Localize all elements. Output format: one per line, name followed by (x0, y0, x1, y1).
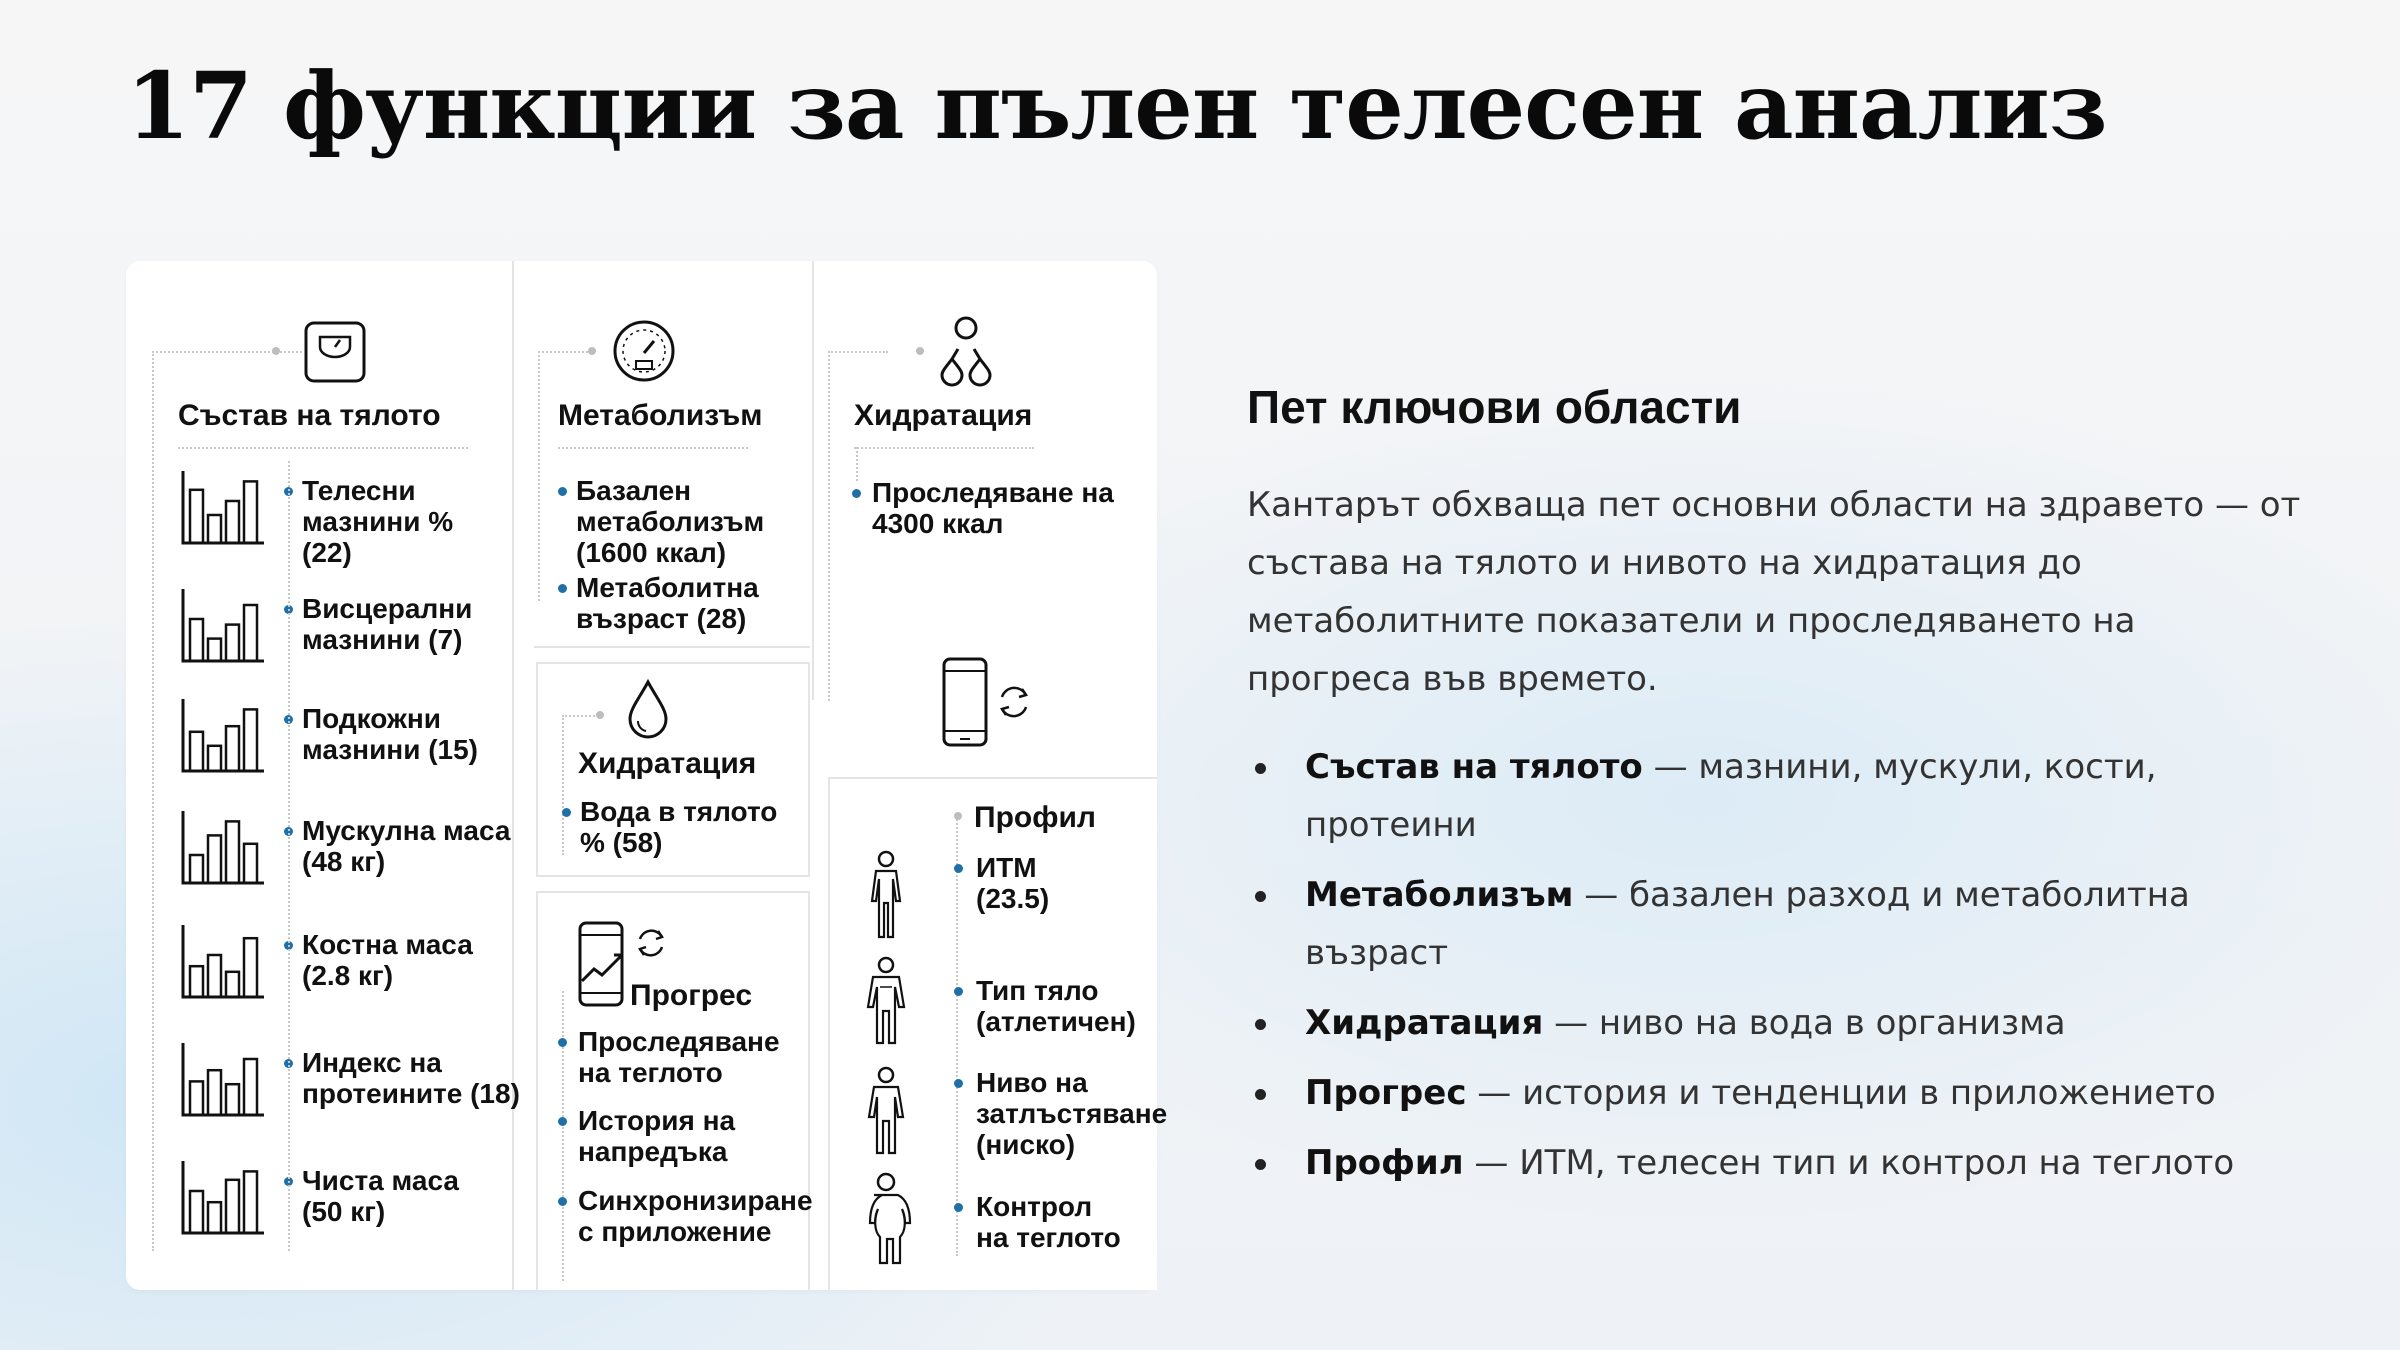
composition-item: Костна маса (2.8 кг) (302, 929, 473, 991)
summary-paragraph: Кантарът обхваща пет основни области на здравето — от състава на тялото и нивото на хидратация до метаболитните показатели и проследяването на прогреса във времето. (1247, 485, 2301, 699)
person-drops-icon (938, 315, 994, 385)
composition-item: Мускулна маса (48 кг) (302, 815, 511, 877)
metabolism-item: Метаболитна възраст (28) (576, 572, 759, 634)
summary-bullet: Профил — ИТМ, телесен тип и контрол на теглото (1247, 1134, 2327, 1192)
summary-heading: Пет ключови области (1247, 381, 1742, 433)
bar-chart-icon (180, 1159, 266, 1237)
composition-item: Телесни мазнини % (22) (302, 475, 454, 568)
bar-chart-icon (180, 809, 266, 887)
profile-item: ИТМ (23.5) (976, 852, 1050, 914)
summary-bullets (1247, 738, 2327, 1204)
person-heavy-icon (862, 1173, 910, 1267)
profile-item: Тип тяло (атлетичен) (976, 975, 1136, 1037)
profile-item: Контрол на теглото (976, 1191, 1121, 1253)
summary-bullet: Метаболизъм — базален разход и метаболитна възраст (1247, 866, 2327, 982)
phone-sync-icon (942, 657, 1038, 749)
water-drop-icon (626, 679, 670, 739)
features-infographic (126, 261, 1168, 1290)
progress-heading: Прогрес (630, 979, 753, 1012)
hydration-top-heading: Хидратация (854, 399, 1033, 432)
composition-item: Индекс на протеините (18) (302, 1047, 520, 1109)
summary-bullet: Хидратация — ниво на вода в организма (1247, 994, 2327, 1052)
bar-chart-icon (180, 1041, 266, 1119)
composition-item: Чиста маса (50 кг) (302, 1165, 459, 1227)
column-divider (512, 261, 514, 1290)
bar-chart-icon (180, 923, 266, 1001)
profile-heading: Профил (974, 801, 1096, 834)
progress-item: Синхронизиране с приложение (578, 1185, 813, 1247)
gauge-icon (612, 319, 676, 383)
composition-item: Подкожни мазнини (15) (302, 703, 478, 765)
progress-item: Проследяване на теглото (578, 1026, 780, 1088)
hydration-top-item: Проследяване на 4300 ккал (872, 477, 1114, 539)
metabolism-item: Базален метаболизъм (1600 ккал) (576, 475, 765, 568)
bar-chart-icon (180, 469, 266, 547)
summary-bullet: Прогрес — история и тенденции в приложението (1247, 1064, 2327, 1122)
bar-chart-icon (180, 587, 266, 665)
person-athletic-icon (866, 957, 906, 1047)
metabolism-heading: Метаболизъм (558, 399, 763, 432)
page-title: 17 функции за пълен телесен анализ (126, 52, 2107, 160)
hydration-item: Вода в тялото % (58) (580, 796, 778, 858)
hydration-heading: Хидратация (578, 747, 757, 780)
summary-bullet: Състав на тялото — мазнини, мускули, кости, протеини (1247, 738, 2327, 854)
scale-icon (304, 321, 366, 383)
progress-item: История на напредъка (578, 1105, 736, 1167)
bar-chart-icon (180, 697, 266, 775)
person-average-icon (866, 1067, 906, 1157)
composition-item: Висцерални мазнини (7) (302, 593, 473, 655)
composition-heading: Състав на тялото (178, 399, 441, 432)
profile-item: Ниво на затлъстяване (ниско) (976, 1067, 1168, 1160)
person-slim-icon (866, 851, 906, 941)
column-divider (812, 261, 814, 700)
